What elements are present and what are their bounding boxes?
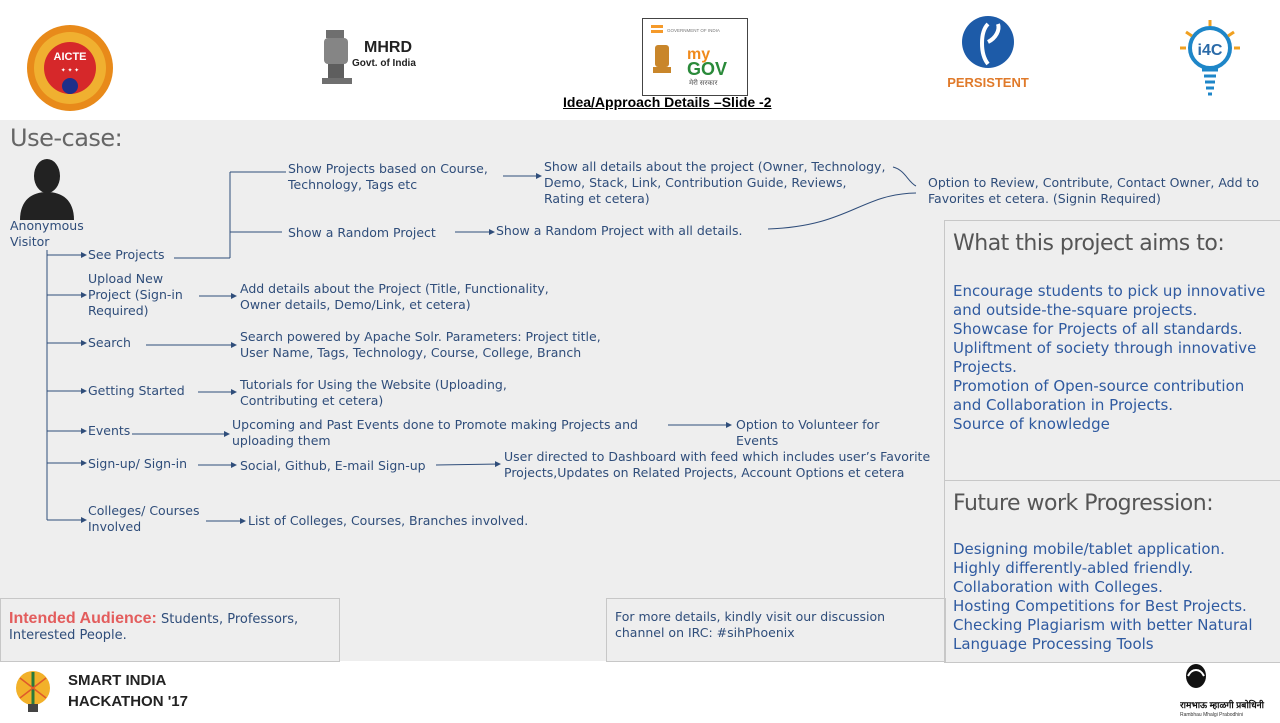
actor-label: Anonymous Visitor <box>10 218 84 249</box>
future-box <box>944 480 1280 663</box>
svg-text:Govt. of India: Govt. of India <box>352 58 416 69</box>
audience-label: Intended Audience: <box>9 610 157 627</box>
slide-title: Idea/Approach Details –Slide -2 <box>563 94 772 110</box>
detail-volunteer: Option to Volunteer for Events <box>736 417 880 448</box>
more-details-text[interactable]: For more details, kindly visit our discussion channel on IRC: #sihPhoenix <box>615 609 886 640</box>
aims-title: What this project aims to: <box>953 231 1225 256</box>
audience-box <box>0 598 340 662</box>
detail-dashboard: User directed to Dashboard with feed which includes user’s Favorite Projects,Updates on Related Projects, Account Options et cetera <box>504 449 931 480</box>
svg-text:my: my <box>687 46 711 63</box>
detail-signup: Social, Github, E-mail Sign-up <box>240 458 426 473</box>
future-item: Designing mobile/tablet application. <box>953 540 1225 558</box>
detail-getting-started: Tutorials for Using the Website (Uploading, Contributing et cetera) <box>240 377 507 408</box>
sub-random-project: Show a Random Project <box>288 225 436 240</box>
aims-box <box>944 220 1280 482</box>
svg-text:GOV: GOV <box>687 59 728 79</box>
branch-see-projects[interactable]: See Projects <box>88 247 165 262</box>
svg-text:रामभाऊ म्हाळगी प्रबोधिनी: रामभाऊ म्हाळगी प्रबोधिनी <box>1180 700 1264 710</box>
branch-colleges[interactable]: Colleges/ Courses Involved <box>88 503 200 534</box>
svg-text:MHRD: MHRD <box>364 39 412 56</box>
svg-text:GOVERNMENT OF INDIA: GOVERNMENT OF INDIA <box>667 28 720 33</box>
rambhau-logo <box>1180 662 1278 718</box>
future-item: Collaboration with Colleges. <box>953 578 1163 596</box>
more-details-box <box>606 598 946 662</box>
branch-upload-project[interactable]: Upload New Project (Sign-in Required) <box>88 271 183 318</box>
branch-search[interactable]: Search <box>88 335 131 350</box>
svg-text:AICTE: AICTE <box>53 51 87 63</box>
sub-show-projects: Show Projects based on Course, Technology, Tags etc <box>288 161 488 192</box>
svg-text:✦ ✦ ✦: ✦ ✦ ✦ <box>60 68 80 74</box>
aims-item: Showcase for Projects of all standards. <box>953 320 1243 338</box>
detail-upload: Add details about the Project (Title, Functionality, Owner details, Demo/Link, et cetera) <box>240 281 549 312</box>
audience-value: Students, Professors, Interested People. <box>9 612 299 643</box>
branch-events[interactable]: Events <box>88 423 131 438</box>
detail-review: Option to Review, Contribute, Contact Owner, Add to Favorites et cetera. (Signin Required) <box>928 175 1260 206</box>
svg-text:PERSISTENT: PERSISTENT <box>947 75 1029 90</box>
aims-item: Source of knowledge <box>953 415 1110 433</box>
aims-item: Encourage students to pick up innovative and outside-the-square projects. <box>953 282 1266 319</box>
audience-text <box>9 611 329 644</box>
future-item: Hosting Competitions for Best Projects. <box>953 597 1247 615</box>
future-item: Checking Plagiarism with better Natural Language Processing Tools <box>953 616 1253 653</box>
svg-text:HACKATHON '17: HACKATHON '17 <box>68 693 188 710</box>
future-title: Future work Progression: <box>953 491 1214 516</box>
branch-getting-started[interactable]: Getting Started <box>88 383 185 398</box>
future-item: Highly differently-abled friendly. <box>953 559 1194 577</box>
svg-text:Rambhau Mhalgi Prabodhini: Rambhau Mhalgi Prabodhini <box>1180 712 1244 718</box>
detail-show-all: Show all details about the project (Owner, Technology, Demo, Stack, Link, Contribution Guide, Reviews, Rating et cetera) <box>544 159 886 206</box>
sih-logo <box>8 664 198 716</box>
aims-item: Promotion of Open-source contribution and Collaboration in Projects. <box>953 377 1245 414</box>
svg-text:मेरी सरकार: मेरी सरकार <box>689 80 718 87</box>
svg-text:i4C: i4C <box>1197 42 1223 59</box>
aims-item: Upliftment of society through innovative Projects. <box>953 339 1257 376</box>
detail-events: Upcoming and Past Events done to Promote making Projects and uploading them <box>232 417 638 448</box>
detail-show-random: Show a Random Project with all details. <box>496 223 743 238</box>
future-list <box>953 540 1273 654</box>
aims-list <box>953 282 1273 434</box>
branch-signup[interactable]: Sign-up/ Sign-in <box>88 456 187 471</box>
svg-text:SMART INDIA: SMART INDIA <box>68 672 167 689</box>
detail-colleges: List of Colleges, Courses, Branches involved. <box>248 513 529 528</box>
detail-search: Search powered by Apache Solr. Parameters: Project title, User Name, Tags, Technology, Course, College, Branch <box>240 329 601 360</box>
use-case-heading: Use-case: <box>10 124 123 152</box>
